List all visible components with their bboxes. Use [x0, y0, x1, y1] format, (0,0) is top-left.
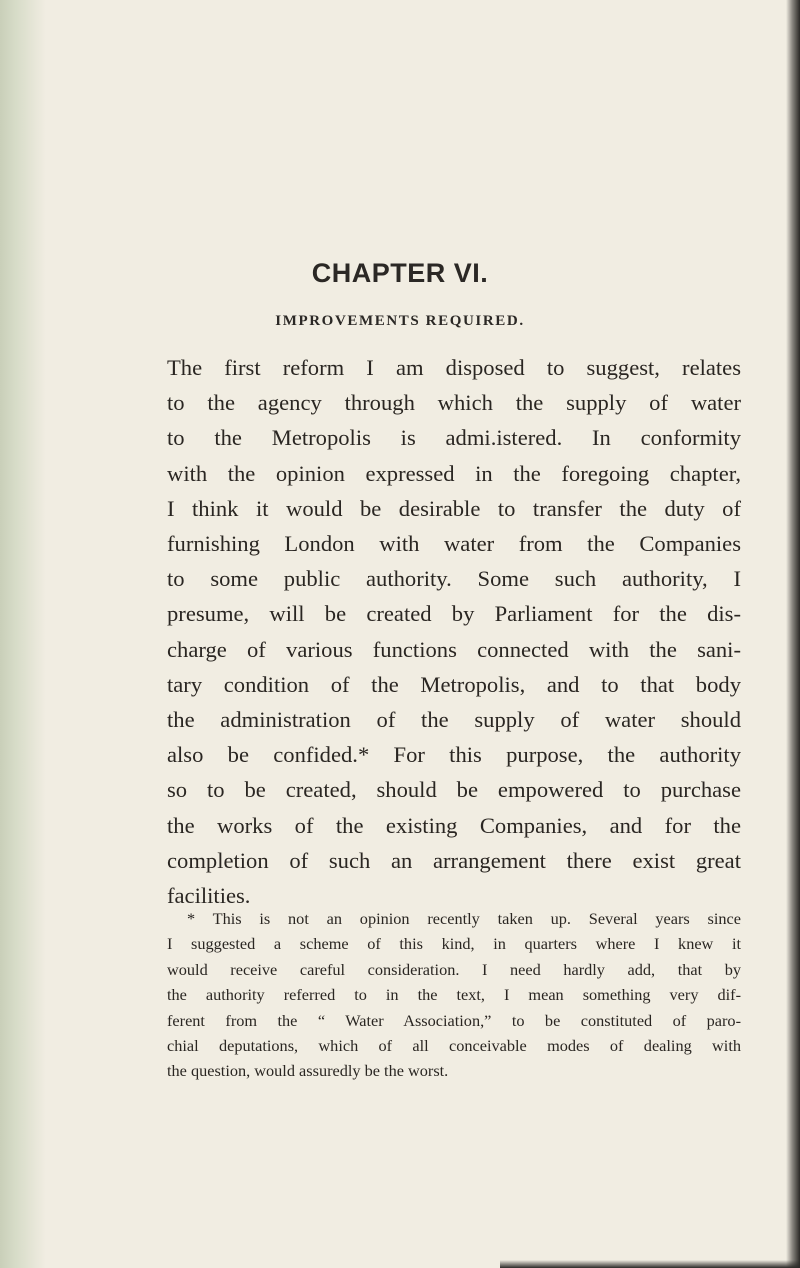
section-title: IMPROVEMENTS REQUIRED.: [275, 313, 525, 329]
body-line: I think it would be desirable to transfer the duty of: [167, 495, 741, 521]
body-line: the works of the existing Companies, and for the: [167, 812, 741, 838]
body-line: with the opinion expressed in the foregoing chapter,: [167, 460, 741, 486]
body-line: charge of various functions connected with the sani-: [167, 636, 741, 662]
body-line: presume, will be created by Parliament for the dis-: [167, 601, 741, 627]
body-line: to the agency through which the supply of water: [167, 390, 741, 416]
body-line: furnishing London with water from the Companies: [167, 531, 741, 557]
body-line: tary condition of the Metropolis, and to that body: [167, 671, 741, 697]
footnote: [167, 906, 741, 1084]
body-line: completion of such an arrangement there exist great: [167, 847, 741, 873]
footnote-line: the question, would assuredly be the worst.: [167, 1061, 449, 1081]
body-line: facilities.: [167, 883, 251, 909]
body-line: to some public authority. Some such authority, I: [167, 566, 741, 592]
footnote-line: chial deputations, which of all conceivable modes of dealing with: [167, 1036, 741, 1056]
body-line: so to be created, should be empowered to purchase: [167, 777, 741, 803]
body-line: also be confided.* For this purpose, the authority: [167, 742, 741, 768]
footnote-line: ferent from the “ Water Association,” to be constituted of paro-: [167, 1010, 741, 1030]
footnote-line: I suggested a scheme of this kind, in quarters where I knew it: [167, 934, 741, 954]
body-line: to the Metropolis is admi.istered. In conformity: [167, 425, 741, 451]
body-paragraph: [167, 350, 741, 913]
body-line: The first reform I am disposed to suggest, relates: [167, 355, 741, 380]
chapter-title: CHAPTER VI.: [311, 258, 489, 288]
footnote-line: * This is not an opinion recently taken up. Several years since: [187, 909, 741, 928]
footnote-line: the authority referred to in the text, I mean something very dif-: [167, 985, 741, 1005]
footnote-line: would receive careful consideration. I need hardly add, that by: [167, 959, 741, 979]
body-line: the administration of the supply of water should: [167, 707, 741, 733]
